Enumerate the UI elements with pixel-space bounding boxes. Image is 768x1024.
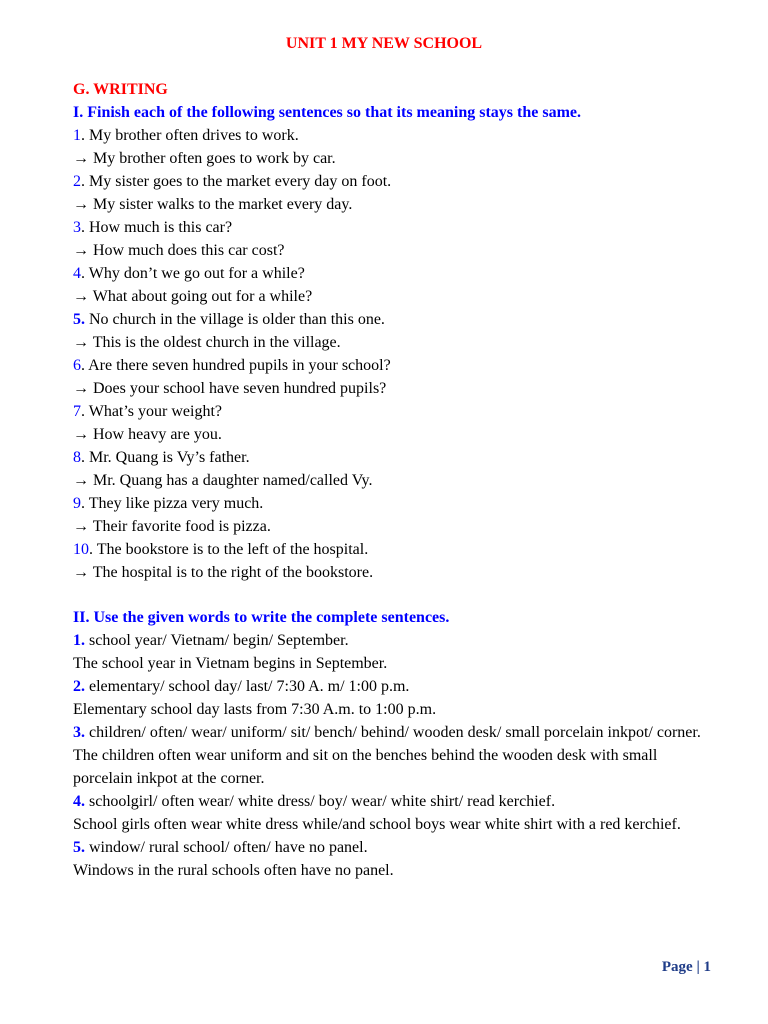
question-line: [73, 124, 713, 147]
section-heading: G. WRITING: [73, 81, 168, 98]
question-line: [73, 721, 713, 744]
question-line: [73, 216, 713, 239]
question-line: [73, 446, 713, 469]
answer-line: → My brother often goes to work by car.: [73, 150, 336, 167]
answer-line: → How heavy are you.: [73, 426, 222, 443]
section-gap: [73, 584, 713, 606]
question-number: 1: [73, 127, 81, 144]
question-number: 1.: [73, 632, 85, 649]
question-text: . What’s your weight?: [81, 403, 223, 420]
question-line: [73, 675, 713, 698]
question-number: 3: [73, 219, 81, 236]
question-text: . My brother often drives to work.: [81, 127, 299, 144]
answer-line: The school year in Vietnam begins in September.: [73, 655, 388, 672]
page-title: UNIT 1 MY NEW SCHOOL: [285, 35, 483, 52]
question-line: [73, 492, 713, 515]
page-number: Page | 1: [661, 959, 711, 975]
answer-line: → Does your school have seven hundred pupils?: [73, 380, 387, 397]
question-text: . They like pizza very much.: [81, 495, 264, 512]
question-number: 2: [73, 173, 81, 190]
question-number: 7: [73, 403, 81, 420]
exercise-1-instructions: I. Finish each of the following sentences so that its meaning stays the same.: [73, 104, 581, 121]
exercise-1-list: [73, 124, 713, 584]
answer-line: Elementary school day lasts from 7:30 A.m. to 1:00 p.m.: [73, 701, 437, 718]
answer-line: The children often wear uniform and sit on the benches behind the wooden desk with small porcelain inkpot at the corner.: [73, 747, 658, 787]
question-number: 3.: [73, 724, 85, 741]
question-line: [73, 170, 713, 193]
question-text: elementary/ school day/ last/ 7:30 A. m/ 1:00 p.m.: [85, 678, 410, 695]
worksheet-body: [73, 78, 713, 882]
answer-line: School girls often wear white dress while/and school boys wear white shirt with a red kerchief.: [73, 816, 681, 833]
question-number: 5.: [73, 311, 85, 328]
question-number: 4.: [73, 793, 85, 810]
question-text: . Mr. Quang is Vy’s father.: [81, 449, 250, 466]
question-number: 8: [73, 449, 81, 466]
question-text: . My sister goes to the market every day on foot.: [81, 173, 392, 190]
question-text: No church in the village is older than this one.: [85, 311, 385, 328]
question-text: school year/ Vietnam/ begin/ September.: [85, 632, 349, 649]
answer-line: → The hospital is to the right of the bookstore.: [73, 564, 374, 581]
question-text: . How much is this car?: [81, 219, 233, 236]
question-text: schoolgirl/ often wear/ white dress/ boy/ wear/ white shirt/ read kerchief.: [85, 793, 556, 810]
question-text: . Why don’t we go out for a while?: [81, 265, 305, 282]
exercise-2-instructions: II. Use the given words to write the complete sentences.: [73, 609, 450, 626]
question-number: 9: [73, 495, 81, 512]
question-text: children/ often/ wear/ uniform/ sit/ bench/ behind/ wooden desk/ small porcelain inkpot/ corner.: [85, 724, 701, 741]
question-line: [73, 836, 713, 859]
question-line: [73, 629, 713, 652]
question-line: [73, 538, 713, 561]
question-line: [73, 308, 713, 331]
question-line: [73, 262, 713, 285]
question-line: [73, 790, 713, 813]
question-number: 2.: [73, 678, 85, 695]
question-text: . Are there seven hundred pupils in your school?: [81, 357, 391, 374]
question-line: [73, 354, 713, 377]
question-number: 6: [73, 357, 81, 374]
answer-line: → Their favorite food is pizza.: [73, 518, 271, 535]
exercise-2-list: [73, 629, 713, 882]
answer-line: → Mr. Quang has a daughter named/called Vy.: [73, 472, 373, 489]
question-number: 4: [73, 265, 81, 282]
answer-line: Windows in the rural schools often have no panel.: [73, 862, 394, 879]
question-text: . The bookstore is to the left of the hospital.: [89, 541, 369, 558]
question-text: window/ rural school/ often/ have no panel.: [85, 839, 368, 856]
answer-line: → My sister walks to the market every day.: [73, 196, 353, 213]
answer-line: → This is the oldest church in the village.: [73, 334, 341, 351]
answer-line: → What about going out for a while?: [73, 288, 313, 305]
question-line: [73, 400, 713, 423]
question-number: 5.: [73, 839, 85, 856]
answer-line: → How much does this car cost?: [73, 242, 285, 259]
question-number: 10: [73, 541, 89, 558]
